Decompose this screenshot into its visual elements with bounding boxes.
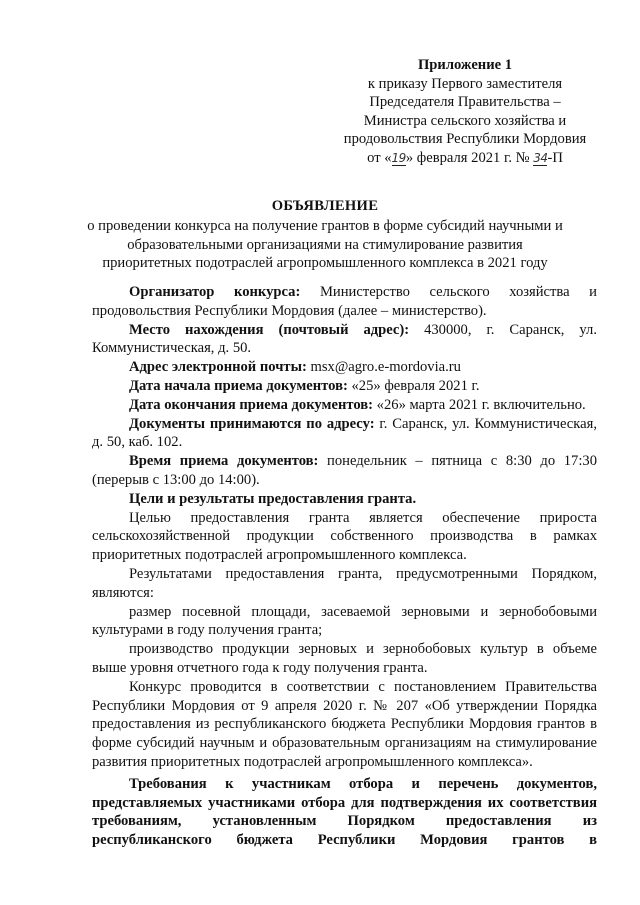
appendix-date-line <box>330 149 600 168</box>
end-date-value: «26» марта 2021 г. включительно. <box>373 396 586 413</box>
address-value: г. Саранск, ул. Коммунистическая, д. 50, каб. 102. <box>92 415 597 451</box>
result-item: производство продукции зерновых и зернобобовых культур в объеме выше уровня отчетного года к году получения гранта. <box>92 641 597 676</box>
appendix-line: к приказу Первого заместителя <box>367 75 563 92</box>
location-label: Место нахождения (почтовый адрес): <box>129 321 410 338</box>
appendix-line: продовольствия Республики Мордовия <box>343 131 587 148</box>
appendix-heading: Приложение 1 <box>417 57 513 73</box>
handwritten-day: 19 <box>391 150 406 165</box>
start-date-label: Дата начала приема документов: <box>129 377 348 394</box>
goals-heading <box>92 490 597 509</box>
reception-time-paragraph <box>92 452 597 490</box>
announcement-header <box>60 197 590 273</box>
start-date-value: «25» февраля 2021 г. <box>347 377 480 394</box>
organizer-label: Организатор конкурса: <box>129 284 301 300</box>
results-intro-paragraph: Результатами предоставления гранта, предусмотренными Порядком, являются: <box>92 565 597 601</box>
appendix-line: Министра сельского хозяйства и <box>363 112 567 129</box>
date-suffix: -П <box>547 149 563 166</box>
handwritten-order-number: 34 <box>533 150 548 165</box>
goals-paragraph: Целью предоставления гранта является обеспечение прироста сельскохозяйственной продукции собственного производства в рамках приоритетных подотраслей агропромышленного комплекса. <box>92 509 597 564</box>
email-label: Адрес электронной почты: <box>129 359 307 376</box>
end-date-paragraph <box>92 396 597 415</box>
date-prefix: от « <box>367 149 392 166</box>
announcement-title: ОБЪЯВЛЕНИЕ <box>271 198 379 214</box>
announcement-subtitle: образовательными организациями на стимулирование развития <box>127 236 523 253</box>
organizer-paragraph <box>92 283 597 321</box>
announcement-body <box>92 283 597 850</box>
reception-time-value: понедельник – пятница с 8:30 до 17:30 (перерыв с 13:00 до 14:00). <box>92 453 597 488</box>
organizer-value: Министерство сельского хозяйства и продовольствия Республики Мордовия (далее – министерство). <box>92 284 597 319</box>
date-middle: » февраля 2021 г. № <box>405 149 530 166</box>
email-value: msx@agro.e-mordovia.ru <box>306 359 461 376</box>
appendix-line: Председателя Правительства – <box>369 94 561 111</box>
goals-heading-text: Цели и результаты предоставления гранта. <box>129 490 417 507</box>
result-item: размер посевной площади, засеваемой зерновыми и зернобобовыми культурами в году получения гранта; <box>92 603 597 639</box>
start-date-paragraph <box>92 377 597 396</box>
appendix-block <box>330 56 600 168</box>
end-date-label: Дата окончания приема документов: <box>129 396 374 413</box>
reception-time-label: Время приема документов: <box>129 453 319 470</box>
email-paragraph <box>92 358 597 377</box>
announcement-subtitle: о проведении конкурса на получение грантов в форме субсидий научными и <box>87 217 563 234</box>
requirements-heading-text: Требования к участникам отбора и перечень документов, представляемых участниками отбора для подтверждения их соответствия требованиям, установленным Порядком предоставления из республиканского бюджета Республики Мордовия грантов в <box>92 775 597 849</box>
requirements-heading <box>92 775 597 850</box>
location-value: 430000, г. Саранск, ул. Коммунистическая, д. 50. <box>92 321 597 357</box>
location-paragraph <box>92 321 597 359</box>
announcement-subtitle: приоритетных подотраслей агропромышленного комплекса в 2021 году <box>102 255 548 272</box>
address-label: Документы принимаются по адресу: <box>129 415 375 432</box>
law-paragraph: Конкурс проводится в соответствии с постановлением Правительства Республики Мордовия от 9 апреля 2020 г. № 207 «Об утверждении Порядка предоставления из республиканского бюджета Республики Мордовия грантов в форме субсидий научным и образовательным организациям на стимулирование развития приоритетных подотраслей агропромышленного комплекса». <box>92 678 597 770</box>
address-paragraph <box>92 415 597 453</box>
